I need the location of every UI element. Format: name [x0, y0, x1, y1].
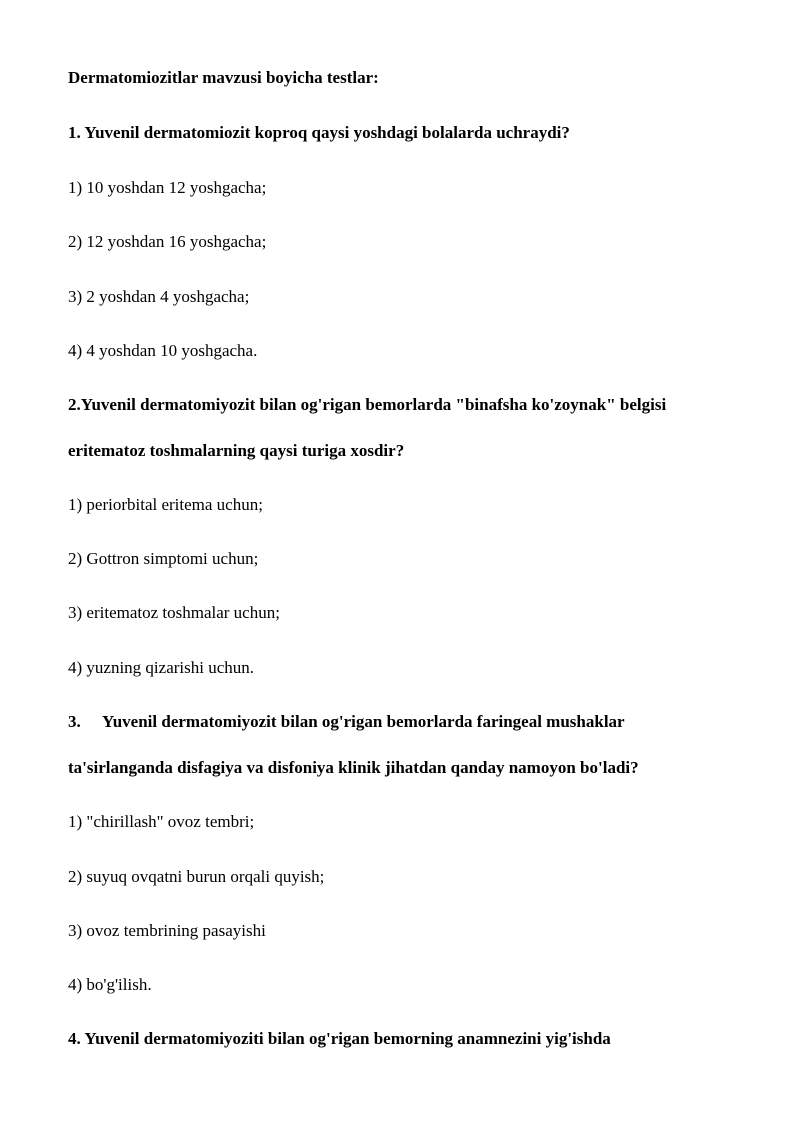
question-3-heading-line-2: ta'sirlanganda disfagiya va disfoniya klinik jihatdan qanday namoyon bo'ladi? — [68, 758, 639, 777]
question-2-option-1: 1) periorbital eritema uchun; — [68, 495, 263, 514]
question-3-option-3: 3) ovoz tembrining pasayishi — [68, 921, 266, 940]
question-3-heading-line-1 — [68, 711, 625, 733]
question-1-option-4: 4) 4 yoshdan 10 yoshgacha. — [68, 341, 258, 360]
question-3-number: 3. — [68, 712, 81, 731]
question-1-heading: 1. Yuvenil dermatomiozit koproq qaysi yoshdagi bolalarda uchraydi? — [68, 123, 570, 142]
question-1-option-3: 3) 2 yoshdan 4 yoshgacha; — [68, 287, 250, 306]
question-2-option-3: 3) eritematoz toshmalar uchun; — [68, 603, 280, 622]
question-2-heading-line-1: 2.Yuvenil dermatomiyozit bilan og'rigan bemorlarda "binafsha ko'zoynak" belgisi — [68, 395, 667, 414]
question-3-option-1: 1) "chirillash" ovoz tembri; — [68, 812, 255, 831]
question-4-heading: 4. Yuvenil dermatomiyoziti bilan og'rigan bemorning anamnezini yig'ishda — [68, 1029, 611, 1048]
question-3-heading-text: Yuvenil dermatomiyozit bilan og'rigan bemorlarda faringeal mushaklar — [102, 712, 625, 731]
question-1-option-2: 2) 12 yoshdan 16 yoshgacha; — [68, 232, 267, 251]
question-2-option-2: 2) Gottron simptomi uchun; — [68, 549, 259, 568]
document-title: Dermatomiozitlar mavzusi boyicha testlar: — [68, 68, 379, 87]
question-3-option-2: 2) suyuq ovqatni burun orqali quyish; — [68, 867, 325, 886]
question-2-option-4: 4) yuzning qizarishi uchun. — [68, 658, 255, 677]
question-3-option-4: 4) bo'g'ilish. — [68, 975, 152, 994]
question-2-heading-line-2: eritematoz toshmalarning qaysi turiga xosdir? — [68, 441, 405, 460]
question-1-option-1: 1) 10 yoshdan 12 yoshgacha; — [68, 178, 267, 197]
